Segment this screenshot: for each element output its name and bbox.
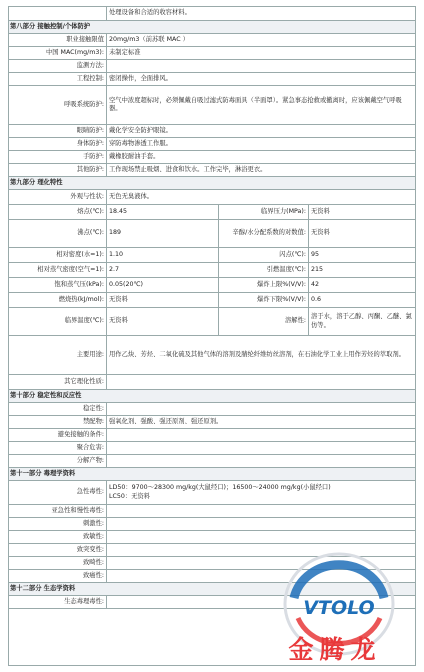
field-label: 生态毒理毒性: <box>64 597 104 605</box>
table-row <box>8 416 416 429</box>
field-value: 强氧化剂、强酸、强还原剂、强还原剂。 <box>109 417 223 425</box>
field-value: 无资料 <box>311 207 330 215</box>
field-value: 0.6 <box>311 295 322 303</box>
field-value: 20mg/m3（前苏联 MAC ） <box>109 35 189 43</box>
table-row <box>8 248 416 263</box>
field-value: 42 <box>311 280 320 288</box>
table-row <box>8 455 416 468</box>
field-label: 致突变性: <box>76 545 104 553</box>
watermark-chinese: 金腾龙 <box>288 635 382 664</box>
field-value: 无资料 <box>109 295 128 303</box>
svg-text:VTOLO: VTOLO <box>303 597 375 619</box>
field-value: 空气中浓度超标时，必须佩戴自吸过滤式防毒面具（半面罩）。紧急事态抢救或撤离时，应该佩戴空气呼吸器。 <box>109 96 402 112</box>
field-value <box>107 429 414 441</box>
field-label: 眼睛防护: <box>76 126 104 134</box>
table-row <box>8 205 416 220</box>
field-value: 工作现场禁止吸烟、进食和饮水。工作完毕，淋浴更衣。 <box>109 165 267 173</box>
table-row <box>8 190 416 205</box>
field-value <box>107 455 414 467</box>
field-label: 中国 MAC(mg/m3): <box>45 48 104 56</box>
table-row <box>8 429 416 442</box>
field-label: 外观与性状: <box>70 192 104 200</box>
table-row <box>8 151 416 164</box>
field-label: 相对密度(水=1): <box>56 250 104 258</box>
field-value: 戴橡胶耐油手套。 <box>109 152 160 160</box>
section-header <box>8 177 416 190</box>
field-value <box>107 375 414 389</box>
section-header <box>8 21 416 34</box>
section-title: 第十二部分 生态学资料 <box>10 584 76 592</box>
field-label: 辛醇/水分配系数的对数值: <box>232 229 306 237</box>
table-row <box>8 164 416 177</box>
field-label: 临界压力(MPa): <box>260 207 306 215</box>
field-label: 身体防护: <box>76 139 104 147</box>
field-value <box>107 60 414 72</box>
field-label: 熔点(℃): <box>77 207 104 215</box>
field-value <box>107 442 414 454</box>
table-row <box>8 531 416 544</box>
table-row <box>8 6 416 21</box>
field-label: 饱和蒸气压(kPa): <box>54 280 104 288</box>
field-label: 致畸性: <box>82 558 104 566</box>
field-label: 爆炸上限%(V/V): <box>257 280 306 288</box>
field-label: 呼吸系统防护: <box>64 100 104 108</box>
field-value <box>107 518 414 530</box>
section-title: 第十一部分 毒理学资料 <box>10 469 76 477</box>
field-value: LD50：9700～28300 mg/kg(大鼠经口)；16500～24000 mg/kg(小鼠经口) LC50：无资料 <box>109 484 331 500</box>
section-title: 第十部分 稳定性和反应性 <box>10 391 82 399</box>
field-label: 相对蒸气密度(空气=1): <box>37 265 104 273</box>
field-label: 引燃温度(℃): <box>266 265 306 273</box>
field-label: 职业接触限值 <box>66 35 104 43</box>
table-row <box>8 481 416 505</box>
field-label: 其他防护: <box>76 165 104 173</box>
field-label: 其它理化性质: <box>64 377 104 385</box>
field-value <box>107 403 414 415</box>
field-label: 禁配物: <box>82 417 104 425</box>
field-value: 溶于水，溶于乙醇、丙酮、乙醚、氯仿等。 <box>311 313 412 329</box>
table-row <box>8 86 416 125</box>
field-label: 燃烧热(kJ/mol): <box>58 295 104 303</box>
field-value: 2.7 <box>109 265 120 273</box>
field-label: 急性毒性: <box>76 488 104 496</box>
field-label: 避免接触的条件: <box>57 430 104 438</box>
field-value <box>107 505 414 517</box>
table-row <box>8 336 416 375</box>
field-label: 致癌性: <box>82 571 104 579</box>
field-label: 致敏性: <box>82 532 104 540</box>
field-label: 分解产物: <box>76 456 104 464</box>
field-label: 监测方法: <box>76 61 104 69</box>
table-row <box>8 293 416 308</box>
field-value: 无资料 <box>311 229 330 237</box>
table-row <box>8 442 416 455</box>
field-label: 溶解性: <box>284 317 306 325</box>
table-row <box>8 518 416 531</box>
table-row <box>8 308 416 336</box>
table-row <box>8 138 416 151</box>
table-row <box>8 375 416 390</box>
table-row <box>8 403 416 416</box>
table-row <box>8 60 416 73</box>
field-value: 密闭操作，全面排风。 <box>109 74 172 82</box>
table-row <box>8 263 416 278</box>
table-row <box>8 220 416 248</box>
field-value: 215 <box>311 265 324 273</box>
section-title: 第九部分 理化特性 <box>10 178 63 186</box>
field-value: 穿防毒物渗透工作服。 <box>109 139 172 147</box>
table-row <box>8 47 416 60</box>
field-value: 处理设备和合适的收容材料。 <box>109 8 191 16</box>
table-row <box>8 73 416 86</box>
field-value: 无色无臭液体。 <box>109 192 154 200</box>
table-row <box>8 278 416 293</box>
field-value: 1.10 <box>109 250 124 258</box>
section-header <box>8 390 416 403</box>
field-value: 95 <box>311 250 320 258</box>
table-row <box>8 505 416 518</box>
field-label: 临界温度(℃): <box>64 317 104 325</box>
field-label: 亚急性和慢性毒性: <box>51 506 104 514</box>
field-value: 18.45 <box>109 207 128 215</box>
field-value: 189 <box>109 229 122 237</box>
field-value: 0.05(20℃) <box>109 280 144 288</box>
table-row <box>8 125 416 138</box>
section-title: 第八部分 接触控制/个体防护 <box>10 22 91 30</box>
field-label: 手防护: <box>82 152 104 160</box>
field-label: 闪点(℃): <box>279 250 306 258</box>
field-label: 主要用途: <box>76 350 104 358</box>
field-value <box>107 531 414 543</box>
field-value: 无资料 <box>109 317 128 325</box>
field-label: 沸点(℃): <box>77 229 104 237</box>
section-header <box>8 468 416 481</box>
field-label: 爆炸下限%(V/V): <box>257 295 306 303</box>
field-value: 未制定标准 <box>109 48 141 56</box>
field-label: 聚合危害: <box>76 443 104 451</box>
field-label: 工程控制: <box>76 74 104 82</box>
field-value: 戴化学安全防护眼镜。 <box>109 126 172 134</box>
field-label: 稳定性: <box>82 404 104 412</box>
field-label: 刺激性: <box>82 519 104 527</box>
field-value: 用作乙炔、芳烃、二氧化硫及其他气体的溶剂及腈纶纤维纺丝溶剂，在石油化学工业上用作芳烃的萃取剂。 <box>109 350 405 358</box>
table-row <box>8 34 416 47</box>
